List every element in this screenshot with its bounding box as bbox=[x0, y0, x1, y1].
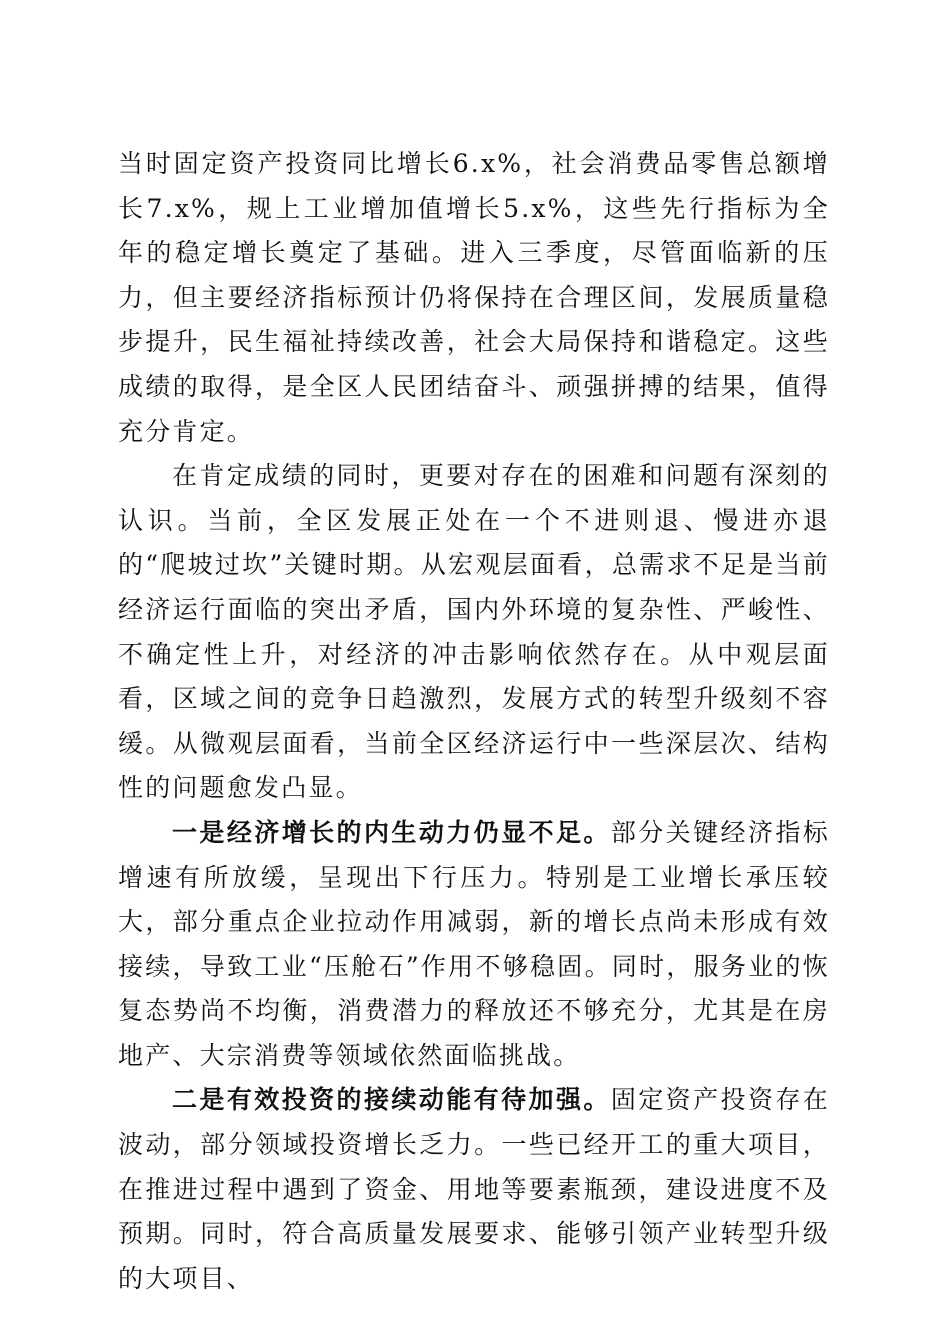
paragraph-2-text: 在肯定成绩的同时，更要对存在的困难和问题有深刻的认识。当前，全区发展正处在一个不进则退、慢进亦退的“爬坡过坎”关键时期。从宏观层面看，总需求不足是当前经济运行面临的突出矛盾，国内外环境的复杂性、严峻性、不确定性上升，对经济的冲击影响依然存在。从中观层面看，区域之间的竞争日趋激烈，发展方式的转型升级刻不容缓。从微观层面看，当前全区经济运行中一些深层次、结构性的问题愈发凸显。 bbox=[118, 461, 830, 803]
paragraph-4-lead: 二是有效投资的接续动能有待加强。 bbox=[172, 1085, 611, 1115]
paragraph-1 bbox=[118, 142, 830, 454]
paragraph-1-text: 当时固定资产投资同比增长6.x%，社会消费品零售总额增长7.x%，规上工业增加值增长5.x%，这些先行指标为全年的稳定增长奠定了基础。进入三季度，尽管面临新的压力，但主要经济指标预计仍将保持在合理区间，发展质量稳步提升，民生福祉持续改善，社会大局保持和谐稳定。这些成绩的取得，是全区人民团结奋斗、顽强拼搏的结果，值得充分肯定。 bbox=[118, 149, 830, 446]
paragraph-3-text: 部分关键经济指标增速有所放缓，呈现出下行压力。特别是工业增长承压较大，部分重点企业拉动作用减弱，新的增长点尚未形成有效接续，导致工业“压舱石”作用不够稳固。同时，服务业的恢复态势尚不均衡，消费潜力的释放还不够充分，尤其是在房地产、大宗消费等领域依然面临挑战。 bbox=[118, 817, 830, 1070]
paragraph-4-text: 固定资产投资存在波动，部分领域投资增长乏力。一些已经开工的重大项目，在推进过程中遇到了资金、用地等要素瓶颈，建设进度不及预期。同时，符合高质量发展要求、能够引领产业转型升级的大项目、 bbox=[118, 1085, 830, 1293]
paragraph-2 bbox=[118, 454, 830, 811]
document-body bbox=[118, 142, 830, 1301]
paragraph-4 bbox=[118, 1078, 830, 1301]
paragraph-3-lead: 一是经济增长的内生动力仍显不足。 bbox=[172, 817, 611, 847]
paragraph-3 bbox=[118, 811, 830, 1079]
